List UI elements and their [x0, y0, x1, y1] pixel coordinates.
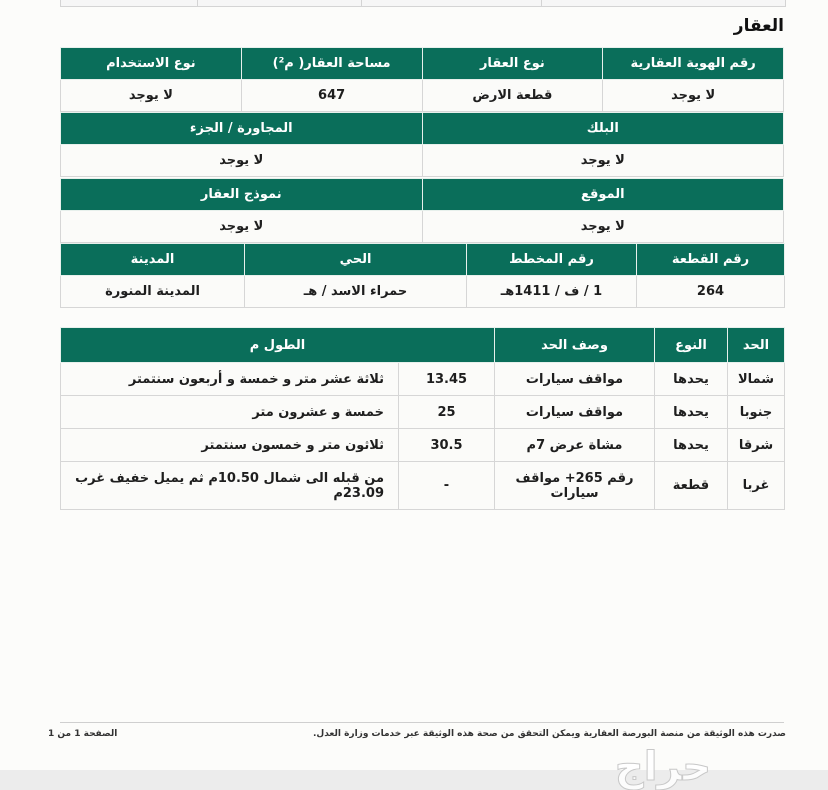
cell-side: شرقا: [728, 429, 785, 462]
cell-type: يحدها: [655, 396, 728, 429]
header-neighborhood-part: المجاورة / الجزء: [61, 113, 423, 145]
value-city: المدينة المنورة: [61, 276, 245, 308]
header-block: البلك: [422, 113, 784, 145]
plot-info-table: [60, 243, 785, 308]
cell-length-text: ثلاثون متر و خمسون سنتمتر: [61, 429, 399, 462]
cell-description: رقم 265+ مواقف سيارات: [495, 462, 655, 510]
value-plot-number: 264: [637, 276, 785, 308]
boundary-row-east: [61, 429, 785, 462]
previous-table-bottom-edge: [60, 0, 786, 7]
header-district: الحي: [245, 244, 467, 276]
value-plan-number: 1 / ف / 1411هـ: [467, 276, 637, 308]
value-property-model: لا يوجد: [61, 211, 423, 243]
cell-description: مشاة عرض 7م: [495, 429, 655, 462]
header-boundary-type: النوع: [655, 328, 728, 363]
cell-type: قطعة: [655, 462, 728, 510]
value-property-id: لا يوجد: [603, 80, 784, 112]
boundary-row-north: [61, 363, 785, 396]
header-side: الحد: [728, 328, 785, 363]
header-length: الطول م: [61, 328, 495, 363]
header-property-model: نموذج العقار: [61, 179, 423, 211]
page-number: الصفحة 1 من 1: [48, 729, 118, 739]
header-property-area: مساحة العقار( م²): [241, 48, 422, 80]
value-district: حمراء الاسد / هـ: [245, 276, 467, 308]
value-neighborhood-part: لا يوجد: [61, 145, 423, 177]
value-usage-type: لا يوجد: [61, 80, 242, 112]
header-city: المدينة: [61, 244, 245, 276]
cell-description: مواقف سيارات: [495, 396, 655, 429]
cell-length-text: ثلاثة عشر متر و خمسة و أربعون سنتمتر: [61, 363, 399, 396]
header-property-id: رقم الهوية العقارية: [603, 48, 784, 80]
header-boundary-description: وصف الحد: [495, 328, 655, 363]
header-property-type: نوع العقار: [422, 48, 603, 80]
value-location: لا يوجد: [422, 211, 784, 243]
cell-description: مواقف سيارات: [495, 363, 655, 396]
value-block: لا يوجد: [422, 145, 784, 177]
property-info-table: [60, 47, 784, 112]
block-info-table: [60, 112, 784, 177]
cell-length-number: 30.5: [399, 429, 495, 462]
header-location: الموقع: [422, 179, 784, 211]
boundaries-table: [60, 327, 785, 510]
cell-side: جنوبا: [728, 396, 785, 429]
header-usage-type: نوع الاستخدام: [61, 48, 242, 80]
cell-side: شمالا: [728, 363, 785, 396]
cell-length-number: 13.45: [399, 363, 495, 396]
section-title: العقار: [733, 16, 784, 36]
footer-note: صدرت هذه الوثيقة من منصة البورصة العقارية ويمكن التحقق من صحة هذه الوثيقة عبر خدمات وزارة العدل.: [312, 729, 786, 739]
watermark-text: حراج: [614, 744, 712, 790]
boundary-row-west: [61, 462, 785, 510]
cell-length-text: خمسة و عشرون متر: [61, 396, 399, 429]
value-property-area: 647: [241, 80, 422, 112]
cell-side: غربا: [728, 462, 785, 510]
cell-length-number: 25: [399, 396, 495, 429]
boundary-row-south: [61, 396, 785, 429]
value-property-type: قطعة الارض: [422, 80, 603, 112]
cell-type: يحدها: [655, 429, 728, 462]
cell-type: يحدها: [655, 363, 728, 396]
cell-length-text: من قبله الى شمال 10.50م ثم يميل خفيف غرب 23.09م: [61, 462, 399, 510]
location-info-table: [60, 178, 784, 243]
header-plan-number: رقم المخطط: [467, 244, 637, 276]
haraj-watermark-logo: [568, 742, 758, 790]
header-plot-number: رقم القطعة: [637, 244, 785, 276]
footer-divider: [60, 722, 784, 723]
cell-length-number: -: [399, 462, 495, 510]
